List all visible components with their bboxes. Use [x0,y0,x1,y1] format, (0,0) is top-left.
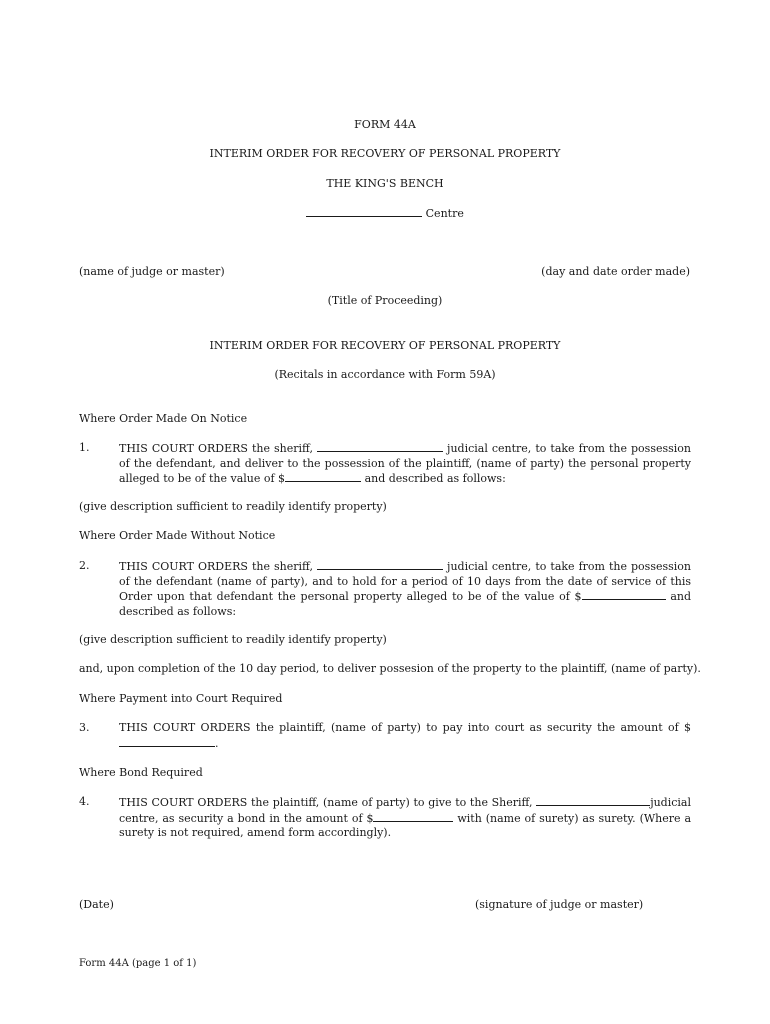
date-placeholder: (Date) [79,898,114,911]
title-of-proceeding: (Title of Proceeding) [327,294,443,307]
judge-name-placeholder: (name of judge or master) [79,265,225,278]
section3-amount-blank[interactable] [119,736,215,747]
section4-text-b: judicial centre, as security a bond in the amount of $ [119,796,691,825]
section4-number: 4. [79,795,90,808]
court-name: THE KING'S BENCH [326,177,444,190]
section4-sheriff-blank[interactable] [536,795,650,806]
section1-body [119,441,691,487]
section2-number: 2. [79,559,90,572]
centre-blank[interactable] [306,206,422,217]
section2-text-b: judicial centre, to take from the possession of the defendant (name of party), and to hold for a period of 10 days from the date of service of this Order upon that defendant the personal property alleged to be of the value of $ [119,560,691,604]
section2-value-blank[interactable] [582,589,666,600]
section4-body [119,795,691,841]
section1-text-c: and described as follows: [364,472,506,486]
section4-heading: Where Bond Required [79,766,203,779]
form-number: FORM 44A [354,118,416,131]
section2-description: (give description sufficient to readily identify property) [79,633,387,646]
section2-completion: and, upon completion of the 10 day period, to deliver possesion of the property to the plaintiff, (name of party). [79,662,701,675]
section2-text-a: THIS COURT ORDERS the sheriff, [119,560,313,573]
centre-line [0,206,770,221]
section4-bond-blank[interactable] [373,811,453,822]
section1-description: (give description sufficient to readily identify property) [79,500,387,513]
section3-heading: Where Payment into Court Required [79,692,283,705]
date-made-placeholder: (day and date order made) [541,265,690,278]
section1-sheriff-blank[interactable] [317,441,443,452]
section2-sheriff-blank[interactable] [317,559,443,570]
section2-text-c: and described as follows: [119,590,691,618]
order-title: INTERIM ORDER FOR RECOVERY OF PERSONAL PROPERTY [209,339,561,352]
section1-value-blank[interactable] [285,471,361,482]
centre-label: Centre [425,207,464,220]
section1-text-a: THIS COURT ORDERS the sheriff, [119,442,313,455]
section3-number: 3. [79,721,90,734]
section4-text-c: with (name of surety) as surety. (Where a surety is not required, amend form accordingly). [119,811,691,840]
section1-heading: Where Order Made On Notice [79,412,248,425]
judge-signature-placeholder: (signature of judge or master) [475,898,644,911]
section3-body [119,721,691,751]
form-title: INTERIM ORDER FOR RECOVERY OF PERSONAL PROPERTY [209,147,561,160]
section1-text-b: judicial centre, to take from the possession of the defendant, and deliver to the possession of the plaintiff, (name of party) the personal property alleged to be of the value of $ [119,442,691,486]
recitals-note: (Recitals in accordance with Form 59A) [274,368,496,381]
section1-number: 1. [79,441,90,454]
section4-text-a: THIS COURT ORDERS the plaintiff, (name of party) to give to the Sheriff, [119,796,533,809]
section3-text-b: . [215,736,219,750]
section2-body [119,559,691,619]
page-footer: Form 44A (page 1 of 1) [79,958,197,969]
section3-text-a: THIS COURT ORDERS the plaintiff, (name of party) to pay into court as security the amount of $ [119,721,691,734]
section2-heading: Where Order Made Without Notice [79,529,276,542]
